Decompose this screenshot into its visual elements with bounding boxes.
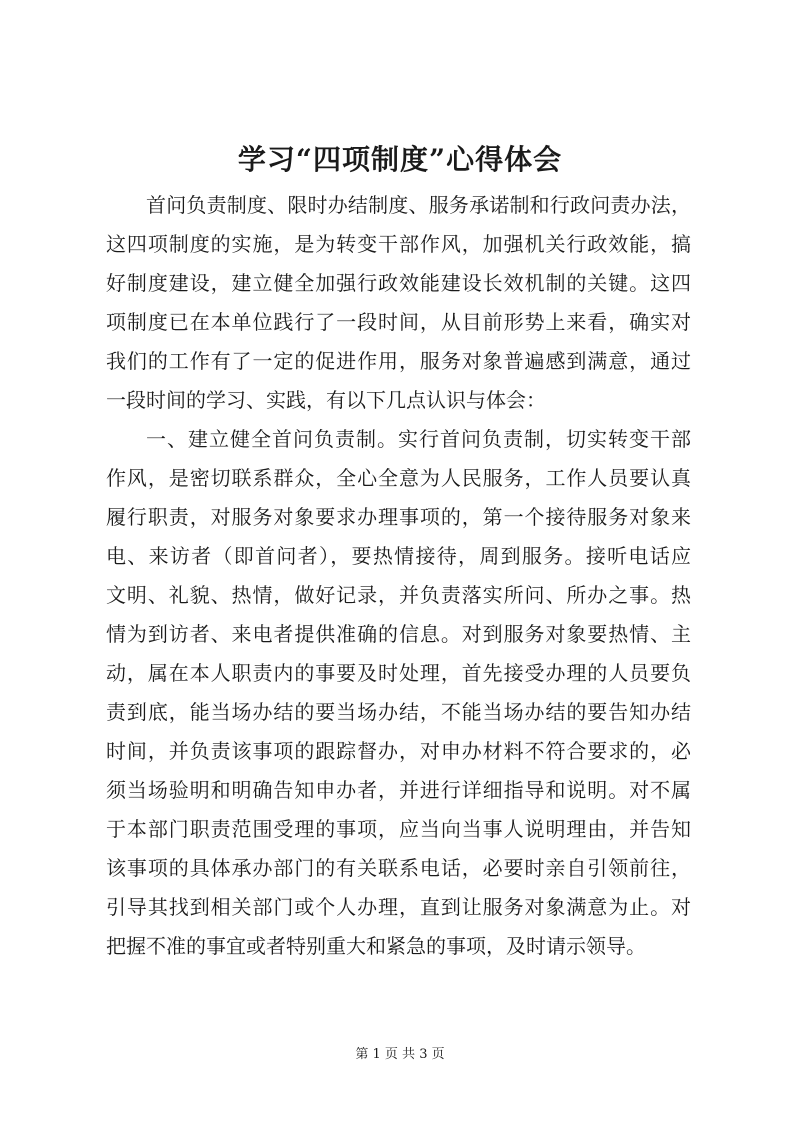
text-line: 作风，是密切联系群众，全心全意为人民服务，工作人员要认真 bbox=[106, 466, 691, 490]
text-line: 好制度建设，建立健全加强行政效能建设长效机制的关键。这四 bbox=[106, 271, 691, 295]
paragraph-1 bbox=[106, 186, 691, 420]
text-line: 履行职责，对服务对象要求办理事项的，第一个接待服务对象来 bbox=[106, 505, 691, 529]
text-line: 须当场验明和明确告知申办者，并进行详细指导和说明。对不属 bbox=[106, 778, 691, 802]
text-line: 项制度已在本单位践行了一段时间，从目前形势上来看，确实对 bbox=[106, 310, 691, 334]
paragraph-2 bbox=[106, 420, 691, 966]
page-footer: 第 1 页 共 3 页 bbox=[355, 1047, 445, 1062]
text-line: 责到底，能当场办结的要当场办结，不能当场办结的要告知办结 bbox=[106, 700, 691, 724]
text-line: 电、来访者（即首问者），要热情接待，周到服务。接听电话应 bbox=[106, 544, 691, 568]
document-body bbox=[106, 186, 691, 966]
text-line: 我们的工作有了一定的促进作用，服务对象普遍感到满意，通过 bbox=[106, 349, 691, 373]
text-line: 一、建立健全首问负责制。实行首问负责制，切实转变干部 bbox=[146, 427, 691, 451]
text-line: 文明、礼貌、热情，做好记录，并负责落实所问、所办之事。热 bbox=[106, 583, 691, 607]
text-line: 一段时间的学习、实践，有以下几点认识与体会： bbox=[106, 388, 546, 412]
text-line: 于本部门职责范围受理的事项，应当向当事人说明理由，并告知 bbox=[106, 817, 691, 841]
text-line: 引导其找到相关部门或个人办理，直到让服务对象满意为止。对 bbox=[106, 895, 691, 919]
text-line: 动，属在本人职责内的事要及时处理，首先接受办理的人员要负 bbox=[106, 661, 691, 685]
document-title: 学习“四项制度”心得体会 bbox=[237, 143, 563, 176]
text-line: 首问负责制度、限时办结制度、服务承诺制和行政问责办法， bbox=[146, 193, 691, 217]
text-line: 情为到访者、来电者提供准确的信息。对到服务对象要热情、主 bbox=[106, 622, 691, 646]
text-line: 该事项的具体承办部门的有关联系电话，必要时亲自引领前往， bbox=[106, 856, 691, 880]
text-line: 这四项制度的实施，是为转变干部作风，加强机关行政效能，搞 bbox=[106, 232, 691, 256]
text-line: 时间，并负责该事项的跟踪督办，对申办材料不符合要求的，必 bbox=[106, 739, 691, 763]
text-line: 把握不准的事宜或者特别重大和紧急的事项，及时请示领导。 bbox=[106, 934, 646, 958]
